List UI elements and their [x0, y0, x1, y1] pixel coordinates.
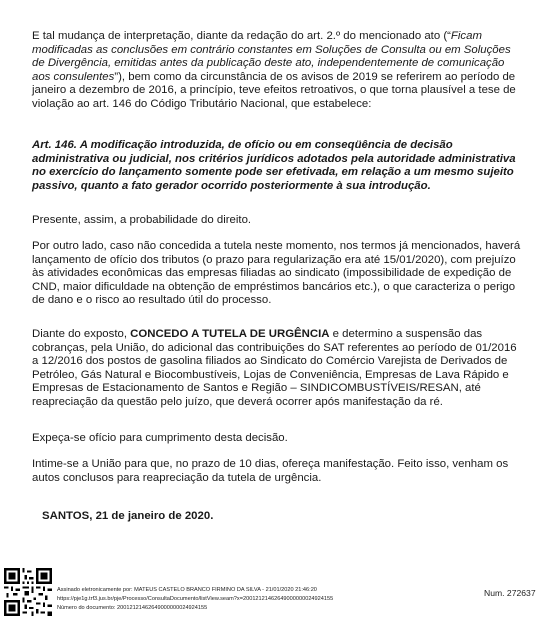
footer-signed-by: Assinado eletronicamente por: MATEUS CASTELO BRANCO FIRMINO DA SILVA - 21/01/2020 21:46:20: [57, 587, 317, 593]
quoted-act-text: Ficam modificadas as conclusões em contrário constantes em Soluções de Consulta ou em Soluções de Divergência, emitidas antes da publicação deste ato, independentemente de comunicação aos consulentes: [32, 30, 511, 83]
qr-code-icon: [4, 568, 52, 616]
paragraph-danger: Por outro lado, caso não concedida a tutela neste momento, nos termos já mencionados, haverá lançamento de ofício dos tributos (o prazo para regularização era até 15/01/2020), com prejuízo às atividades econômicas das empresas filiadas ao sindicato (impossibilidade de expedição de CND, maior dificuldade na obtenção de empréstimos bancários etc.), o que caracteriza o perigo de dano e o risco ao resultado útil do processo.: [32, 240, 521, 307]
footer-url-link[interactable]: https://pje1g.trf3.jus.br/pje/Processo/ConsultaDocumento/listView.seam?x=20012121462649000000024924155: [57, 596, 334, 602]
paragraph-interpretation: [32, 30, 522, 112]
paragraph-intimacao: Intime-se a União para que, no prazo de 10 dias, ofereça manifestação. Feito isso, venham os autos conclusos para reapreciação da tutela de urgência.: [32, 458, 509, 484]
decision-highlight: CONCEDO A TUTELA DE URGÊNCIA: [130, 328, 330, 340]
paragraph-text: e determino a suspensão das cobranças, pela União, do adicional das contribuições do SAT referentes ao período de 01/2016 a 12/2016 dos postos de gasolina filiados ao Sindicato do Comércio Varejista de Derivados de Petróleo, Gás Natural e Biocombustíveis, Lojas de Conveniência, Empresas de Lava Rápido e Empresas de Estacionamento de Santos e Região – SINDICOMBUSTÍVEIS/RESAN, até reapreciação da questão pelo juízo, que deverá ocorrer após manifestação da ré.: [32, 328, 517, 408]
paragraph-oficio: Expeça-se ofício para cumprimento desta decisão.: [32, 432, 288, 444]
footer-document-number: Número do documento: 20012121462649000000024924155: [57, 605, 208, 611]
document-num: Num. 272637: [484, 588, 536, 598]
paragraph-text: Diante do exposto,: [32, 328, 131, 340]
paragraph-text: E tal mudança de interpretação, diante da redação do art. 2.º do mencionado ato (“: [32, 30, 451, 42]
signoff-place-date: SANTOS, 21 de janeiro de 2020.: [42, 510, 214, 522]
paragraph-decision: [32, 328, 522, 410]
paragraph-text: ”), bem como da circunstância de os avisos de 2019 se referirem ao período de janeiro a dezembro de 2016, a princípio, teve efeitos retroativos, o que torna plausível a tese de violação ao art. 146 do Código Tributário Nacional, que estabelece:: [32, 70, 516, 110]
article-146-quote: Art. 146. A modificação introduzida, de ofício ou em conseqüência de decisão administrativa ou judicial, nos critérios jurídicos adotados pela autoridade administrativa no exercício do lançamento somente pode ser efetivada, em relação a um mesmo sujeito passivo, quanto a fato gerador ocorrido posteriormente à sua introdução.: [32, 139, 516, 192]
paragraph-probability: Presente, assim, a probabilidade do direito.: [32, 214, 252, 226]
